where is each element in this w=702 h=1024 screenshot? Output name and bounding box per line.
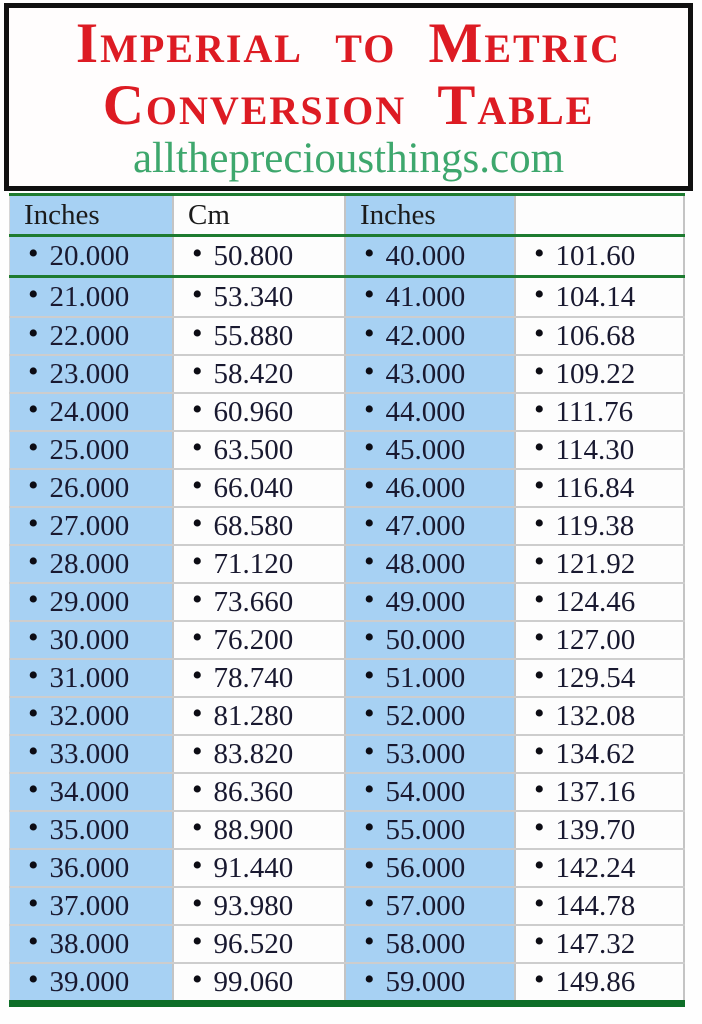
cell-value: 36.000 [49, 851, 130, 884]
cell-value: 31.000 [49, 661, 130, 694]
inches-left-cell [9, 432, 172, 468]
bullet-icon: • [28, 394, 39, 426]
bullet-icon: • [364, 318, 375, 350]
cm-right-cell [514, 237, 685, 275]
cm-right-cell [514, 546, 685, 582]
inches-right-cell [344, 926, 514, 962]
cell-value: 53.340 [213, 280, 294, 313]
table-row [9, 506, 685, 544]
table-row [9, 237, 685, 275]
cell-value: 144.78 [555, 889, 636, 922]
bullet-icon: • [364, 508, 375, 540]
inches-right-cell [344, 698, 514, 734]
bullet-icon: • [192, 736, 203, 768]
cm-left-cell [172, 622, 344, 658]
bullet-icon: • [28, 356, 39, 388]
cell-value: 91.440 [213, 851, 294, 884]
bullet-icon: • [534, 432, 545, 464]
table-row [9, 354, 685, 392]
cm-right-cell [514, 698, 685, 734]
cell-value: 127.00 [555, 623, 636, 656]
inches-right-cell [344, 812, 514, 848]
cm-right-cell [514, 394, 685, 430]
cell-value: 34.000 [49, 775, 130, 808]
bullet-icon: • [28, 850, 39, 882]
table-row [9, 544, 685, 582]
inches-right-cell [344, 660, 514, 696]
bullet-icon: • [28, 812, 39, 844]
bullet-icon: • [192, 584, 203, 616]
bullet-icon: • [364, 964, 375, 996]
bullet-icon: • [28, 470, 39, 502]
cm-left-cell [172, 278, 344, 316]
bullet-icon: • [192, 698, 203, 730]
bullet-icon: • [28, 508, 39, 540]
inches-right-cell [344, 888, 514, 924]
cell-value: 96.520 [213, 927, 294, 960]
bullet-icon: • [192, 394, 203, 426]
cell-value: 68.580 [213, 509, 294, 542]
bullet-icon: • [28, 546, 39, 578]
cm-right-cell [514, 356, 685, 392]
cell-value: 139.70 [555, 813, 636, 846]
cm-right-cell [514, 660, 685, 696]
bullet-icon: • [534, 850, 545, 882]
cell-value: 40.000 [385, 239, 466, 272]
cm-right-cell [514, 850, 685, 886]
bullet-icon: • [364, 584, 375, 616]
cell-value: 46.000 [385, 471, 466, 504]
inches-right-cell [344, 774, 514, 810]
bullet-icon: • [534, 356, 545, 388]
inches-right-cell [344, 546, 514, 582]
cell-value: 56.000 [385, 851, 466, 884]
cell-value: 32.000 [49, 699, 130, 732]
cell-value: 88.900 [213, 813, 294, 846]
inches-right-cell [344, 850, 514, 886]
page-title-line2: Conversion Table [102, 74, 595, 137]
cm-right-cell [514, 622, 685, 658]
table-row [9, 658, 685, 696]
inches-right-cell [344, 508, 514, 544]
cell-value: 83.820 [213, 737, 294, 770]
cell-value: 116.84 [555, 471, 635, 504]
bullet-icon: • [534, 394, 545, 426]
bullet-icon: • [28, 584, 39, 616]
bullet-icon: • [28, 237, 39, 270]
cm-right-cell [514, 584, 685, 620]
bullet-icon: • [28, 698, 39, 730]
cell-value: 124.46 [555, 585, 636, 618]
cell-value: 28.000 [49, 547, 130, 580]
cell-value: 27.000 [49, 509, 130, 542]
cell-value: 66.040 [213, 471, 294, 504]
inches-left-cell [9, 470, 172, 506]
cm-right-cell [514, 964, 685, 1000]
bullet-icon: • [534, 964, 545, 996]
inches-left-cell [9, 850, 172, 886]
inches-left-cell [9, 508, 172, 544]
cm-right-cell [514, 470, 685, 506]
inches-left-cell [9, 394, 172, 430]
cm-left-cell [172, 470, 344, 506]
cm-left-cell [172, 850, 344, 886]
inches-left-cell [9, 356, 172, 392]
cm-left-cell [172, 964, 344, 1000]
cell-value: 58.000 [385, 927, 466, 960]
bullet-icon: • [28, 660, 39, 692]
inches-right-cell [344, 237, 514, 275]
cell-value: 51.000 [385, 661, 466, 694]
bullet-icon: • [192, 546, 203, 578]
inches-left-cell [9, 964, 172, 1000]
inches-right-cell [344, 394, 514, 430]
inches-left-cell [9, 812, 172, 848]
table-row [9, 886, 685, 924]
inches-left-cell [9, 546, 172, 582]
bullet-icon: • [534, 660, 545, 692]
title-box [4, 3, 693, 191]
bullet-icon: • [28, 622, 39, 654]
bullet-icon: • [28, 964, 39, 996]
cell-value: 52.000 [385, 699, 466, 732]
cm-right-cell [514, 318, 685, 354]
bullet-icon: • [28, 278, 39, 311]
cell-value: 129.54 [555, 661, 636, 694]
bullet-icon: • [364, 736, 375, 768]
table-row [9, 392, 685, 430]
cell-value: 106.68 [555, 319, 636, 352]
inches-right-cell [344, 432, 514, 468]
cell-value: 26.000 [49, 471, 130, 504]
cell-value: 33.000 [49, 737, 130, 770]
cell-value: 149.86 [555, 965, 636, 998]
cm-left-cell [172, 237, 344, 275]
cell-value: 119.38 [555, 509, 635, 542]
bullet-icon: • [534, 584, 545, 616]
inches-right-cell [344, 736, 514, 772]
cm-left-cell [172, 584, 344, 620]
bullet-icon: • [192, 850, 203, 882]
cm-right-cell [514, 926, 685, 962]
bullet-icon: • [364, 356, 375, 388]
cm-right-cell [514, 508, 685, 544]
cell-value: 104.14 [555, 280, 636, 313]
cm-left-cell [172, 394, 344, 430]
bullet-icon: • [534, 888, 545, 920]
cell-value: 24.000 [49, 395, 130, 428]
cell-value: 147.32 [555, 927, 636, 960]
cm-left-cell [172, 318, 344, 354]
cm-right-cell [514, 774, 685, 810]
column-header-inches-left: Inches [9, 196, 172, 234]
bullet-icon: • [364, 394, 375, 426]
bullet-icon: • [192, 622, 203, 654]
cell-value: 29.000 [49, 585, 130, 618]
cm-right-cell [514, 812, 685, 848]
table-row [9, 316, 685, 354]
inches-left-cell [9, 622, 172, 658]
bullet-icon: • [364, 926, 375, 958]
cell-value: 50.800 [213, 239, 294, 272]
bullet-icon: • [192, 356, 203, 388]
bullet-icon: • [192, 318, 203, 350]
inches-left-cell [9, 888, 172, 924]
bullet-icon: • [534, 278, 545, 311]
bullet-icon: • [364, 660, 375, 692]
cell-value: 86.360 [213, 775, 294, 808]
bullet-icon: • [364, 237, 375, 270]
cell-value: 21.000 [49, 280, 130, 313]
cell-value: 76.200 [213, 623, 294, 656]
column-header-cm-right [514, 196, 685, 234]
table-row [9, 772, 685, 810]
cell-value: 58.420 [213, 357, 294, 390]
cell-value: 48.000 [385, 547, 466, 580]
bullet-icon: • [192, 432, 203, 464]
cell-value: 30.000 [49, 623, 130, 656]
table-row [9, 430, 685, 468]
bullet-icon: • [534, 237, 545, 270]
table-row [9, 810, 685, 848]
bullet-icon: • [364, 622, 375, 654]
page-title-line1: Imperial to Metric [75, 12, 622, 75]
table-row [9, 848, 685, 886]
cell-value: 55.000 [385, 813, 466, 846]
cm-right-cell [514, 278, 685, 316]
bullet-icon: • [192, 926, 203, 958]
table-rows [9, 237, 685, 1000]
cm-left-cell [172, 926, 344, 962]
bullet-icon: • [534, 470, 545, 502]
inches-right-cell [344, 278, 514, 316]
cell-value: 20.000 [49, 239, 130, 272]
cm-left-cell [172, 774, 344, 810]
cell-value: 101.60 [555, 239, 636, 272]
bullet-icon: • [534, 926, 545, 958]
cell-value: 25.000 [49, 433, 130, 466]
bullet-icon: • [364, 698, 375, 730]
cell-value: 39.000 [49, 965, 130, 998]
cell-value: 54.000 [385, 775, 466, 808]
bullet-icon: • [192, 660, 203, 692]
cell-value: 55.880 [213, 319, 294, 352]
cell-value: 132.08 [555, 699, 636, 732]
bullet-icon: • [28, 926, 39, 958]
column-header-cm-left: Cm [172, 196, 344, 234]
bullet-icon: • [534, 508, 545, 540]
table-row [9, 620, 685, 658]
inches-right-cell [344, 964, 514, 1000]
inches-left-cell [9, 237, 172, 275]
inches-left-cell [9, 584, 172, 620]
cell-value: 59.000 [385, 965, 466, 998]
cell-value: 114.30 [555, 433, 635, 466]
bullet-icon: • [28, 774, 39, 806]
cell-value: 99.060 [213, 965, 294, 998]
cm-right-cell [514, 736, 685, 772]
cell-value: 142.24 [555, 851, 636, 884]
inches-left-cell [9, 926, 172, 962]
cell-value: 57.000 [385, 889, 466, 922]
cell-value: 93.980 [213, 889, 294, 922]
bullet-icon: • [364, 850, 375, 882]
cell-value: 81.280 [213, 699, 294, 732]
cell-value: 41.000 [385, 280, 466, 313]
cm-left-cell [172, 546, 344, 582]
cell-value: 63.500 [213, 433, 294, 466]
bullet-icon: • [364, 278, 375, 311]
cm-left-cell [172, 736, 344, 772]
column-header-inches-right: Inches [344, 196, 514, 234]
bullet-icon: • [364, 546, 375, 578]
bullet-icon: • [534, 318, 545, 350]
table-row [9, 924, 685, 962]
bullet-icon: • [192, 237, 203, 270]
cell-value: 60.960 [213, 395, 294, 428]
bullet-icon: • [192, 888, 203, 920]
bullet-icon: • [534, 812, 545, 844]
cm-left-cell [172, 508, 344, 544]
cell-value: 45.000 [385, 433, 466, 466]
bullet-icon: • [28, 432, 39, 464]
bullet-icon: • [28, 736, 39, 768]
cm-left-cell [172, 812, 344, 848]
inches-left-cell [9, 660, 172, 696]
cell-value: 78.740 [213, 661, 294, 694]
bullet-icon: • [534, 774, 545, 806]
cell-value: 23.000 [49, 357, 130, 390]
cell-value: 109.22 [555, 357, 636, 390]
table-row [9, 468, 685, 506]
inches-left-cell [9, 698, 172, 734]
table-row [9, 278, 685, 316]
cm-right-cell [514, 888, 685, 924]
cell-value: 73.660 [213, 585, 294, 618]
bullet-icon: • [364, 470, 375, 502]
cell-value: 50.000 [385, 623, 466, 656]
inches-left-cell [9, 318, 172, 354]
cell-value: 137.16 [555, 775, 636, 808]
cell-value: 43.000 [385, 357, 466, 390]
bullet-icon: • [364, 432, 375, 464]
inches-right-cell [344, 584, 514, 620]
cell-value: 134.62 [555, 737, 636, 770]
bullet-icon: • [534, 546, 545, 578]
table-header-row [9, 196, 685, 234]
bullet-icon: • [364, 812, 375, 844]
bullet-icon: • [534, 622, 545, 654]
cell-value: 53.000 [385, 737, 466, 770]
table-row [9, 696, 685, 734]
cell-value: 35.000 [49, 813, 130, 846]
green-divider-bottom [9, 1000, 685, 1007]
cm-left-cell [172, 698, 344, 734]
cm-left-cell [172, 888, 344, 924]
cell-value: 111.76 [555, 395, 634, 428]
table-row [9, 962, 685, 1000]
cm-right-cell [514, 432, 685, 468]
cm-left-cell [172, 432, 344, 468]
cell-value: 71.120 [213, 547, 294, 580]
inches-left-cell [9, 278, 172, 316]
cell-value: 121.92 [555, 547, 636, 580]
bullet-icon: • [534, 736, 545, 768]
inches-right-cell [344, 356, 514, 392]
cell-value: 37.000 [49, 889, 130, 922]
cell-value: 38.000 [49, 927, 130, 960]
inches-right-cell [344, 318, 514, 354]
cell-value: 22.000 [49, 319, 130, 352]
cell-value: 42.000 [385, 319, 466, 352]
table-row [9, 734, 685, 772]
cell-value: 44.000 [385, 395, 466, 428]
bullet-icon: • [192, 774, 203, 806]
bullet-icon: • [192, 812, 203, 844]
inches-left-cell [9, 774, 172, 810]
bullet-icon: • [28, 888, 39, 920]
inches-right-cell [344, 622, 514, 658]
cell-value: 49.000 [385, 585, 466, 618]
bullet-icon: • [28, 318, 39, 350]
bullet-icon: • [192, 508, 203, 540]
bullet-icon: • [192, 278, 203, 311]
bullet-icon: • [364, 774, 375, 806]
cm-left-cell [172, 660, 344, 696]
inches-left-cell [9, 736, 172, 772]
cell-value: 47.000 [385, 509, 466, 542]
conversion-table [9, 193, 685, 1007]
bullet-icon: • [192, 470, 203, 502]
inches-right-cell [344, 470, 514, 506]
bullet-icon: • [364, 888, 375, 920]
website-link[interactable]: allthepreciousthings.com [132, 135, 565, 182]
bullet-icon: • [192, 964, 203, 996]
cm-left-cell [172, 356, 344, 392]
bullet-icon: • [534, 698, 545, 730]
table-row [9, 582, 685, 620]
